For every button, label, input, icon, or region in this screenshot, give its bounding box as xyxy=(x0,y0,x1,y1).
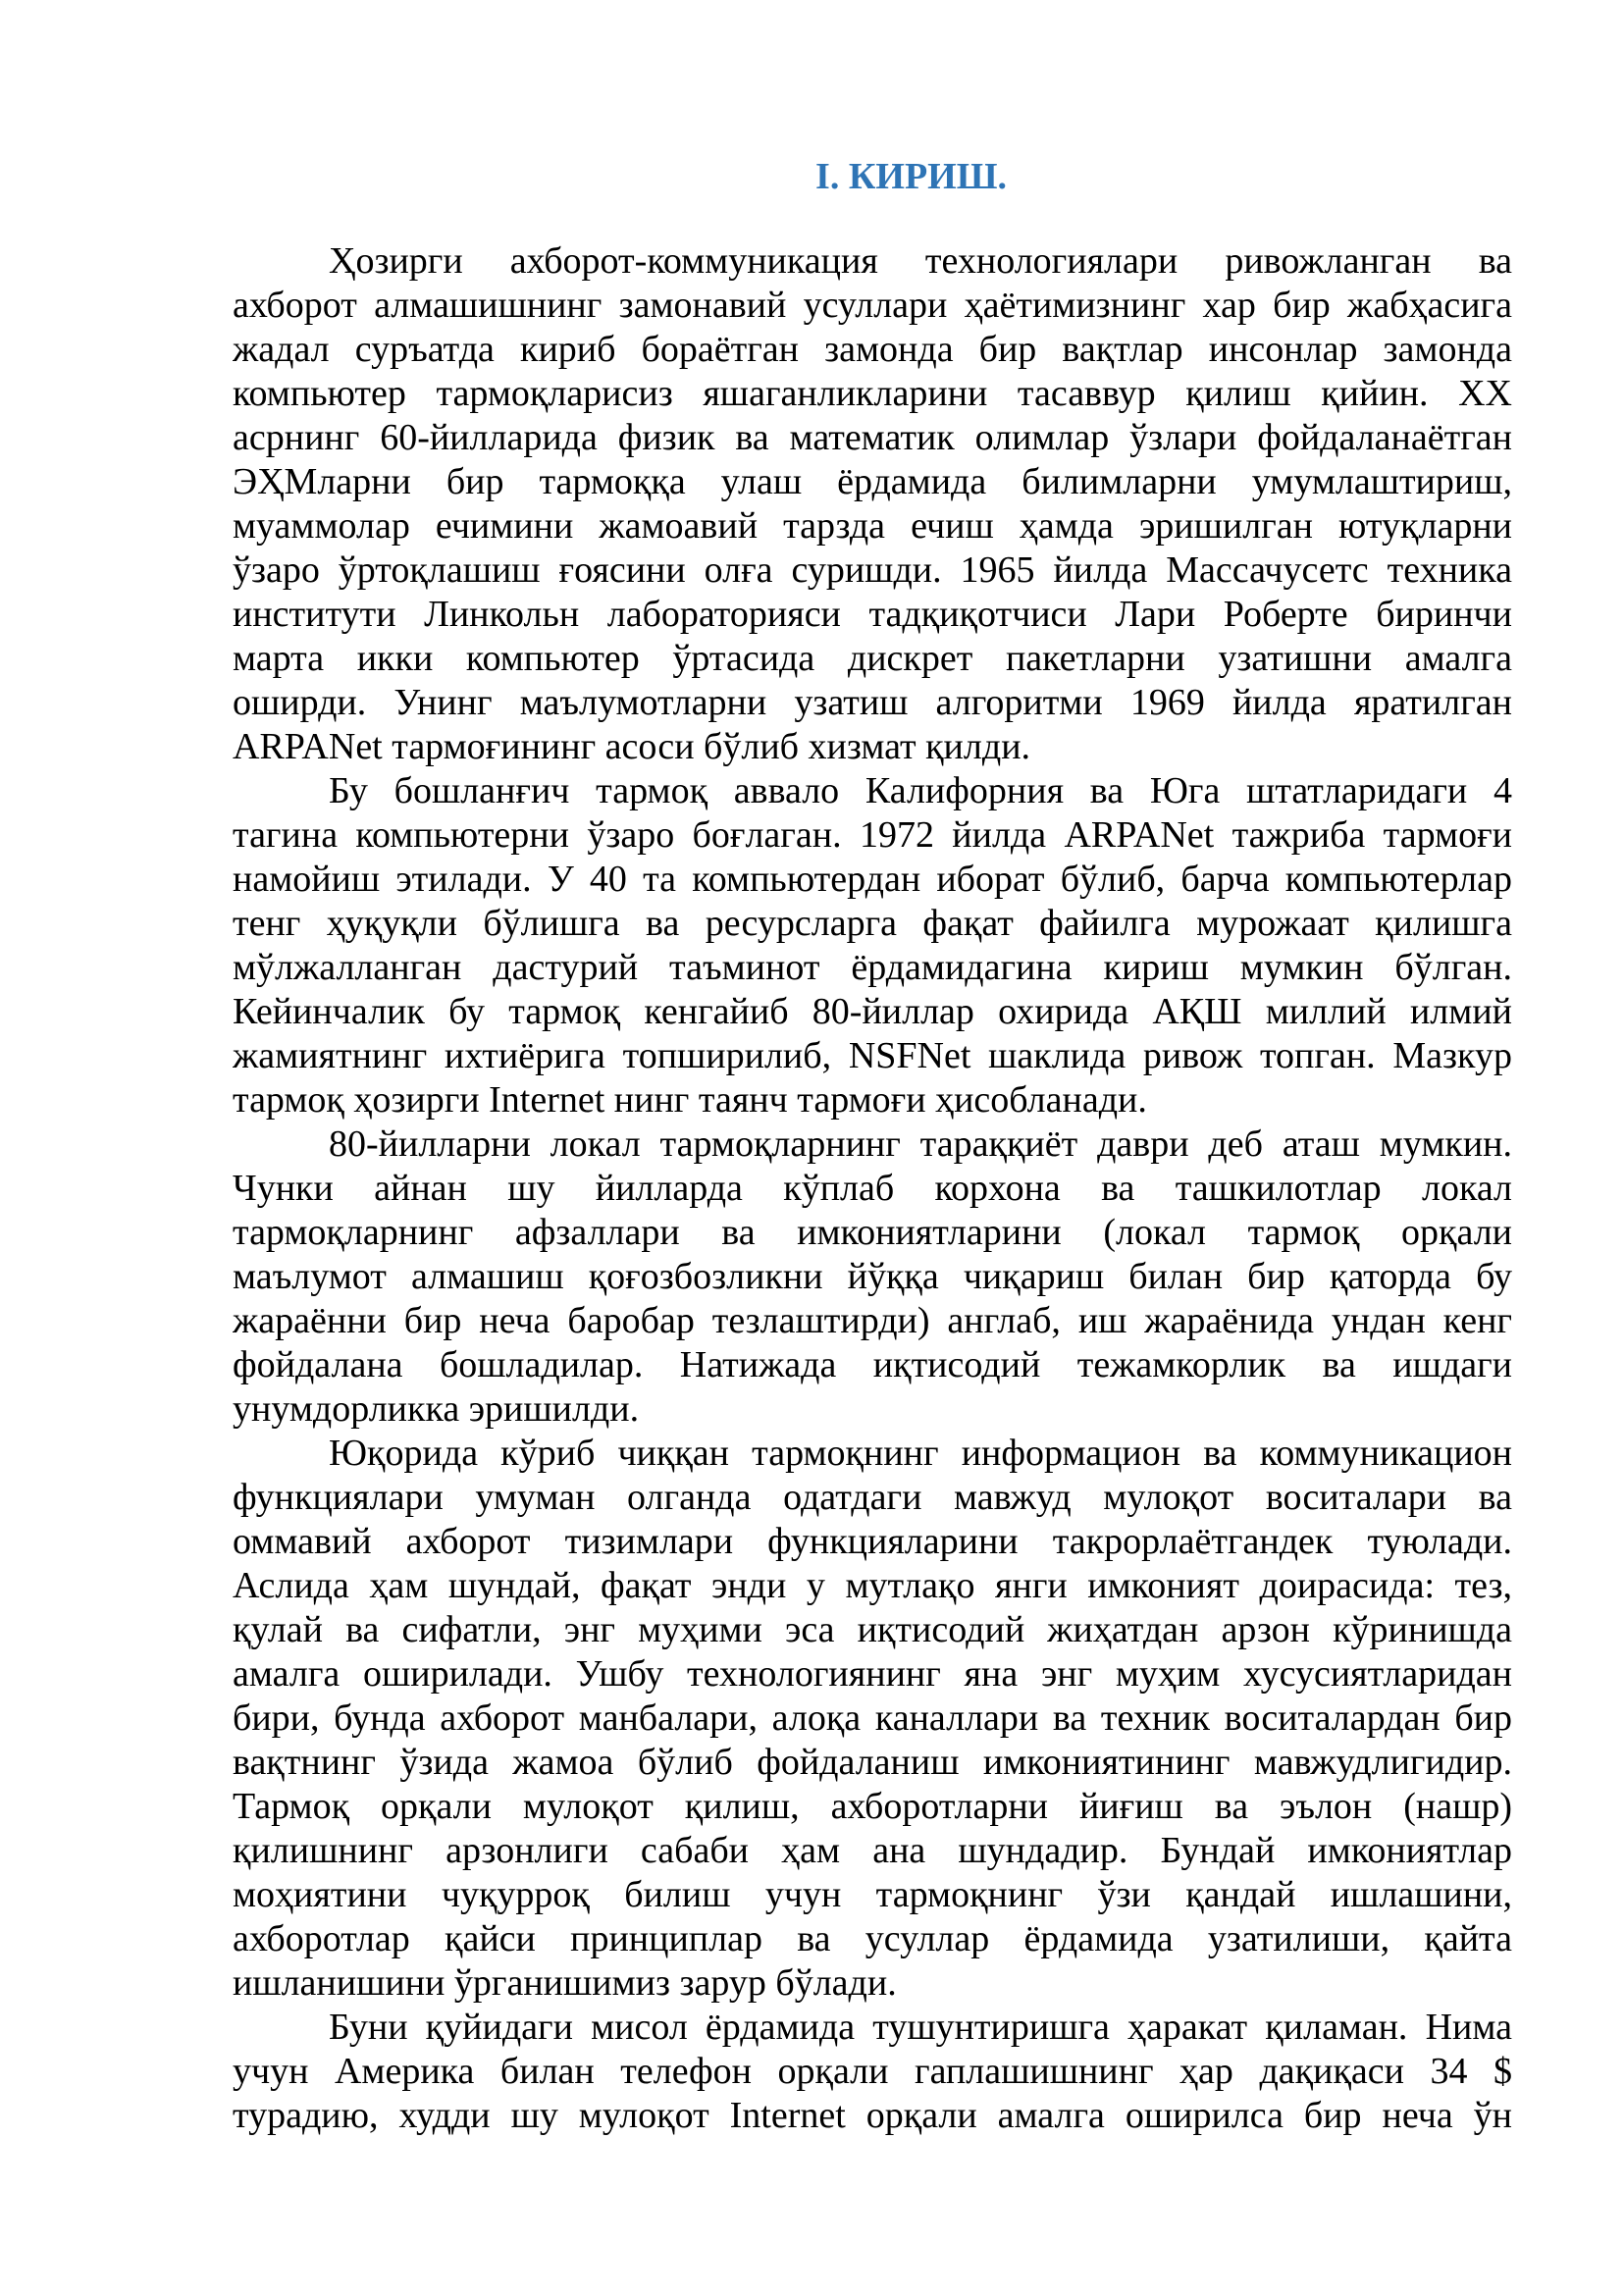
text-line: Аслида ҳам шундай, фақат энди у мутлақо янги имконият доирасида: тез, xyxy=(233,1565,1512,1606)
text-line: ишланишини ўрганишимиз зарур бўлади. xyxy=(233,1962,897,2004)
text-line: турадию, худди шу мулоқот Internet орқали амалга оширилса бир неча ўн xyxy=(233,2095,1512,2136)
text-line: унумдорликка эришилди. xyxy=(233,1388,640,1430)
text-line: мўлжалланган дастурий таъминот ёрдамидагина кириш мумкин бўлган. xyxy=(233,947,1512,988)
paragraph xyxy=(233,769,1512,1122)
text-line: маълумот алмашиш қоғозбозликни йўққа чиқариш билан бир қаторда бу xyxy=(233,1256,1512,1297)
text-line: қилишнинг арзонлиги сабаби ҳам ана шундадир. Бундай имкониятлар xyxy=(233,1830,1512,1871)
text-line: тенг ҳуқуқли бўлишга ва ресурсларга фақат файилга мурожаат қилишга xyxy=(233,903,1512,944)
text-line: амалга оширилади. Ушбу технологиянинг яна энг муҳим хусусиятларидан xyxy=(233,1653,1512,1695)
text-line: тармоқларнинг афзаллари ва имкониятларини (локал тармоқ орқали xyxy=(233,1212,1512,1253)
text-line: ўзаро ўртоқлашиш ғоясини олға суришди. 1965 йилда Массачусетс техника xyxy=(233,549,1512,591)
text-line: институти Линкольн лабораторияси тадқиқотчиси Лари Роберте биринчи xyxy=(233,594,1512,635)
text-line: Кейинчалик бу тармоқ кенгайиб 80-йиллар охирида АҚШ миллий илмий xyxy=(233,991,1512,1032)
text-line: асрнинг 60-йилларида физик ва математик олимлар ўзлари фойдаланаётган xyxy=(233,417,1512,458)
text-line: тагина компьютерни ўзаро боғлаган. 1972 йилда ARPANet тажриба тармоғи xyxy=(233,814,1512,856)
paragraph xyxy=(233,239,1512,769)
paragraph xyxy=(233,1432,1512,2006)
paragraph xyxy=(233,2006,1512,2138)
text-line: учун Америка билан телефон орқали гаплашишнинг ҳар дақиқаси 34 $ xyxy=(233,2051,1512,2092)
paragraph xyxy=(233,1122,1512,1432)
text-line: функциялари умуман олганда одатдаги мавжуд мулоқот воситалари ва xyxy=(233,1477,1512,1518)
text-line: Бу бошланғич тармоқ аввало Калифорния ва Юга штатларидаги 4 xyxy=(329,770,1512,811)
text-line: вақтнинг ўзида жамоа бўлиб фойдаланиш имкониятининг мавжудлигидир. xyxy=(233,1742,1512,1783)
text-line: Ҳозирги ахборот-коммуникация технологиялари ривожланган ва xyxy=(329,240,1512,282)
text-line: оширди. Унинг маълумотларни узатиш алгоритми 1969 йилда яратилган xyxy=(233,682,1512,723)
page-title: I. КИРИШ. xyxy=(815,156,1007,197)
text-line: Буни қуйидаги мисол ёрдамида тушунтиришга ҳаракат қиламан. Нима xyxy=(329,2007,1512,2048)
text-line: оммавий ахборот тизимлари функцияларини такрорлаётгандек туюлади. xyxy=(233,1521,1512,1562)
text-line: моҳиятини чуқурроқ билиш учун тармоқнинг ўзи қандай ишлашини, xyxy=(233,1874,1512,1915)
text-line: тармоқ ҳозирги Internet нинг таянч тармоғи ҳисобланади. xyxy=(233,1079,1147,1121)
text-line: Чунки айнан шу йилларда кўплаб корхона ва ташкилотлар локал xyxy=(233,1168,1512,1209)
text-line: бири, бунда ахборот манбалари, алоқа каналлари ва техник воситалардан бир xyxy=(233,1697,1512,1739)
text-line: ARPANet тармоғининг асоси бўлиб хизмат қилди. xyxy=(233,726,1031,767)
text-line: қулай ва сифатли, энг муҳими эса иқтисодий жиҳатдан арзон кўринишда xyxy=(233,1609,1512,1650)
text-line: фойдалана бошладилар. Натижада иқтисодий тежамкорлик ва ишдаги xyxy=(233,1344,1512,1385)
text-line: Тармоқ орқали мулоқот қилиш, ахборотларни йиғиш ва эълон (нашр) xyxy=(233,1786,1512,1827)
text-line: жадал суръатда кириб бораётган замонда бир вақтлар инсонлар замонда xyxy=(233,329,1512,370)
text-line: намойиш этилади. У 40 та компьютердан иборат бўлиб, барча компьютерлар xyxy=(233,859,1512,900)
text-line: ахборотлар қайси принциплар ва усуллар ёрдамида узатилиши, қайта xyxy=(233,1918,1512,1959)
text-line: Юқорида кўриб чиққан тармоқнинг информацион ва коммуникацион xyxy=(329,1433,1512,1474)
text-line: жамиятнинг ихтиёрига топширилиб, NSFNet шаклида ривож топган. Мазкур xyxy=(233,1035,1512,1076)
text-line: компьютер тармоқларисиз яшаганликларини тасаввур қилиш қийин. XX xyxy=(233,373,1512,414)
text-line: 80-йилларни локал тармоқларнинг тараққиёт даври деб аташ мумкин. xyxy=(329,1123,1512,1165)
document-body xyxy=(233,239,1512,2138)
text-line: марта икки компьютер ўртасида дискрет пакетларни узатишни амалга xyxy=(233,638,1512,679)
text-line: ахборот алмашишнинг замонавий усуллари ҳаётимизнинг хар бир жабҳасига xyxy=(233,285,1512,326)
text-line: жараённи бир неча баробар тезлаштирди) англаб, иш жараёнида ундан кенг xyxy=(233,1300,1512,1341)
text-line: ЭҲМларни бир тармоққа улаш ёрдамида билимларни умумлаштириш, xyxy=(233,461,1512,502)
text-line: муаммолар ечимини жамоавий тарзда ечиш ҳамда эришилган ютуқларни xyxy=(233,505,1512,547)
